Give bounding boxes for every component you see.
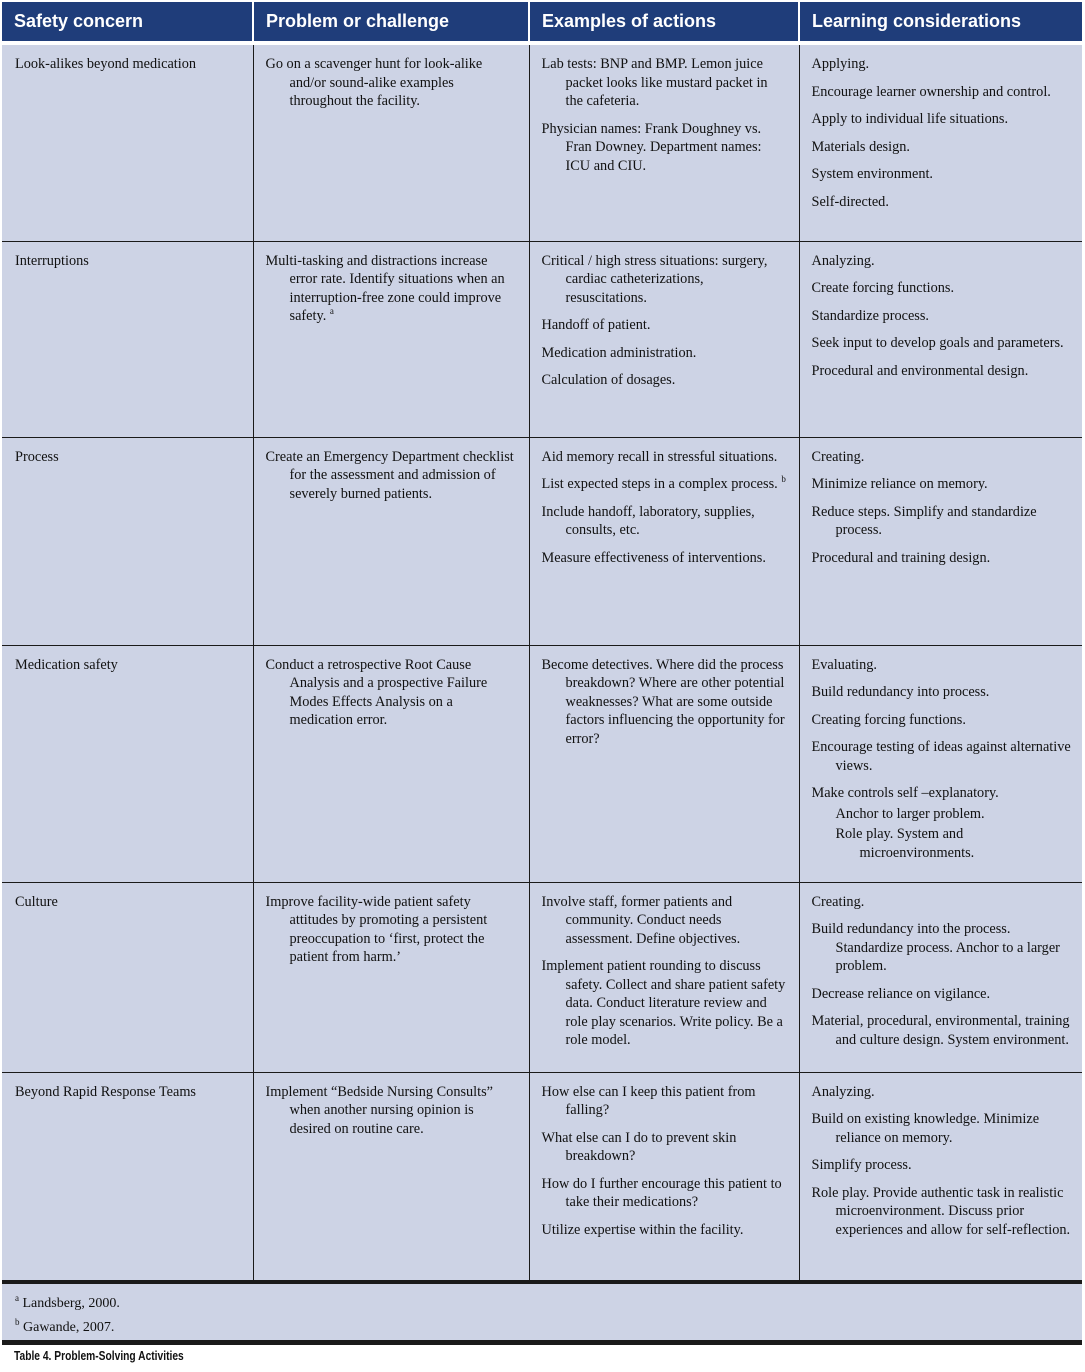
learning-item: Decrease reliance on vigilance. <box>811 985 991 1002</box>
header-learning: Learning considerations <box>799 2 1082 43</box>
learning-item: Material, procedural, environmental, training and culture design. System environment. <box>811 1013 1070 1048</box>
action-item-text: Involve staff, former patients and community. Conduct needs assessment. Define objectives. <box>541 893 741 947</box>
problem-text-body: Create an Emergency Department checklist for the assessment and admission of severely burned patients. <box>265 448 514 502</box>
footnote-b <box>15 1316 1069 1340</box>
learning-item: Build redundancy into the process. Standardize process. Anchor to a larger problem. <box>811 921 1060 974</box>
learning-item: Analyzing. <box>811 1083 875 1100</box>
action-item-text: Calculation of dosages. <box>541 372 676 388</box>
learning-item: Materials design. <box>811 138 910 155</box>
cell-actions <box>529 241 799 437</box>
learning-item: Minimize reliance on memory. <box>811 476 988 492</box>
cell-problem <box>253 1072 529 1280</box>
learning-item: Evaluating. <box>811 656 878 673</box>
cell-actions <box>529 43 799 241</box>
action-item <box>542 55 789 111</box>
action-item-text: Medication administration. <box>541 344 697 361</box>
action-item-text: How do I further encourage this patient to take their medications? <box>541 1175 782 1210</box>
action-item <box>542 893 789 949</box>
action-item <box>542 448 789 467</box>
learning-item: Procedural and training design. <box>811 549 991 566</box>
action-item-text: Physician names: Frank Doughney vs. Fran Downey. Department names: ICU and CIU. <box>541 120 762 174</box>
cell-learning <box>799 1072 1082 1280</box>
footnote-a <box>15 1292 1069 1316</box>
learning-item: Creating. <box>811 448 865 465</box>
footnote-mark: b <box>15 1316 20 1327</box>
learning-item: Creating forcing functions. <box>811 711 966 728</box>
cell-safety-concern: Interruptions <box>2 241 253 437</box>
problem-text-body: Improve facility-wide patient safety attitudes by promoting a persistent preoccupation to ‘first, protect the patient from harm.’ <box>265 893 488 965</box>
cell-learning <box>799 882 1082 1072</box>
problem-text <box>266 656 519 730</box>
header-problem: Problem or challenge <box>253 2 529 43</box>
cell-problem <box>253 43 529 241</box>
learning-item: Anchor to larger problem. <box>835 805 985 822</box>
learning-item: Standardize process. <box>811 307 930 324</box>
action-item <box>542 1221 789 1240</box>
learning-item: Build on existing knowledge. Minimize reliance on memory. <box>811 1111 1040 1146</box>
table-body <box>2 43 1082 1280</box>
learning-item: Simplify process. <box>811 1157 912 1173</box>
problem-text <box>266 893 519 967</box>
action-item <box>542 120 789 176</box>
action-item <box>542 475 789 494</box>
action-item <box>542 957 789 1050</box>
header-safety-concern: Safety concern <box>2 2 253 43</box>
cell-safety-concern: Culture <box>2 882 253 1072</box>
footnote-ref: b <box>781 474 786 484</box>
table-row <box>2 241 1082 437</box>
learning-item: Apply to individual life situations. <box>811 111 1009 127</box>
action-item-text: Include handoff, laboratory, supplies, consults, etc. <box>541 503 755 538</box>
cell-safety-concern: Look-alikes beyond medication <box>2 43 253 241</box>
action-item-text: Critical / high stress situations: surgery, cardiac catheterizations, resuscitations. <box>541 252 768 306</box>
action-item-text: Handoff of patient. <box>541 317 651 333</box>
learning-item: Creating. <box>811 893 865 910</box>
action-item <box>542 371 789 390</box>
action-item <box>542 316 789 335</box>
problem-text-body: Implement “Bedside Nursing Consults” when another nursing opinion is desired on routine care. <box>265 1083 494 1137</box>
action-item-text: Utilize expertise within the facility. <box>541 1221 744 1238</box>
action-item-text: What else can I do to prevent skin breakdown? <box>541 1129 737 1164</box>
action-item <box>542 1129 789 1166</box>
cell-actions <box>529 645 799 882</box>
learning-item: Encourage learner ownership and control. <box>811 83 1051 100</box>
table-wrapper <box>2 2 1082 1363</box>
cell-actions <box>529 1072 799 1280</box>
action-item <box>542 503 789 540</box>
table-row <box>2 437 1082 645</box>
table-row <box>2 645 1082 882</box>
learning-item: Applying. <box>811 56 870 72</box>
learning-item: Analyzing. <box>811 252 875 269</box>
learning-item: Build redundancy into process. <box>811 684 990 700</box>
header-actions: Examples of actions <box>529 2 799 43</box>
cell-safety-concern: Process <box>2 437 253 645</box>
action-item-text: Aid memory recall in stressful situations. <box>541 448 778 465</box>
learning-item: Encourage testing of ideas against alternative views. <box>811 739 1071 774</box>
cell-learning <box>799 241 1082 437</box>
learning-item: System environment. <box>811 166 934 182</box>
problem-text <box>266 448 519 504</box>
footnote-text: Landsberg, 2000. <box>22 1295 120 1311</box>
cell-problem <box>253 241 529 437</box>
learning-item: Make controls self –explanatory. <box>811 785 999 801</box>
table-row <box>2 882 1082 1072</box>
table-caption: Table 4. Problem-Solving Activities <box>14 1348 184 1363</box>
problem-text <box>266 252 519 326</box>
problem-text <box>266 1083 519 1139</box>
action-item <box>542 549 789 568</box>
cell-safety-concern: Medication safety <box>2 645 253 882</box>
problem-text-body: Conduct a retrospective Root Cause Analysis and a prospective Failure Modes Effects Analysis on a medication error. <box>265 656 488 728</box>
learning-item: Procedural and environmental design. <box>811 362 1029 379</box>
cell-problem <box>253 437 529 645</box>
footnote-text: Gawande, 2007. <box>23 1319 115 1335</box>
cell-learning <box>799 43 1082 241</box>
problem-text-body: Go on a scavenger hunt for look-alike and/or sound-alike examples throughout the facility. <box>265 56 483 109</box>
cell-learning <box>799 437 1082 645</box>
action-item-text: Become detectives. Where did the process breakdown? Where are other potential weaknesses? What are some outside factors influencing the opportunity for error? <box>541 656 785 747</box>
cell-learning <box>799 645 1082 882</box>
action-item-text: How else can I keep this patient from falling? <box>541 1083 756 1118</box>
cell-problem <box>253 882 529 1072</box>
learning-item: Self-directed. <box>811 193 889 210</box>
cell-actions <box>529 882 799 1072</box>
learning-item: Role play. System and microenvironments. <box>835 826 975 861</box>
action-item <box>542 1083 789 1120</box>
cell-safety-concern: Beyond Rapid Response Teams <box>2 1072 253 1280</box>
action-item-text: Measure effectiveness of interventions. <box>541 549 766 566</box>
problem-solving-table <box>2 2 1082 1281</box>
cell-actions <box>529 437 799 645</box>
table-row <box>2 1072 1082 1280</box>
problem-text-body: Multi-tasking and distractions increase error rate. Identify situations when an interruption-free zone could improve safety. <box>265 252 505 324</box>
table-row <box>2 43 1082 241</box>
action-item-text: List expected steps in a complex process. <box>541 476 778 492</box>
action-item-text: Implement patient rounding to discuss safety. Collect and share patient safety data. Conduct literature review and role play scenarios. Write policy. Be a role model. <box>541 958 786 1048</box>
footnote-ref: a <box>329 306 334 316</box>
action-item-text: Lab tests: BNP and BMP. Lemon juice packet looks like mustard packet in the cafeteria. <box>541 56 768 109</box>
learning-item: Create forcing functions. <box>811 280 955 296</box>
learning-item: Role play. Provide authentic task in realistic microenvironment. Discuss prior experiences and allow for self-reflection. <box>811 1184 1071 1238</box>
cell-problem <box>253 645 529 882</box>
action-item <box>542 252 789 308</box>
action-item <box>542 1175 789 1212</box>
problem-text <box>266 55 519 111</box>
footnote-mark: a <box>15 1292 19 1303</box>
header-row <box>2 2 1082 43</box>
learning-item: Seek input to develop goals and parameters. <box>811 335 1064 351</box>
action-item <box>542 656 789 749</box>
learning-item: Reduce steps. Simplify and standardize process. <box>811 503 1037 538</box>
action-item <box>542 344 789 363</box>
footnotes <box>2 1281 1082 1345</box>
